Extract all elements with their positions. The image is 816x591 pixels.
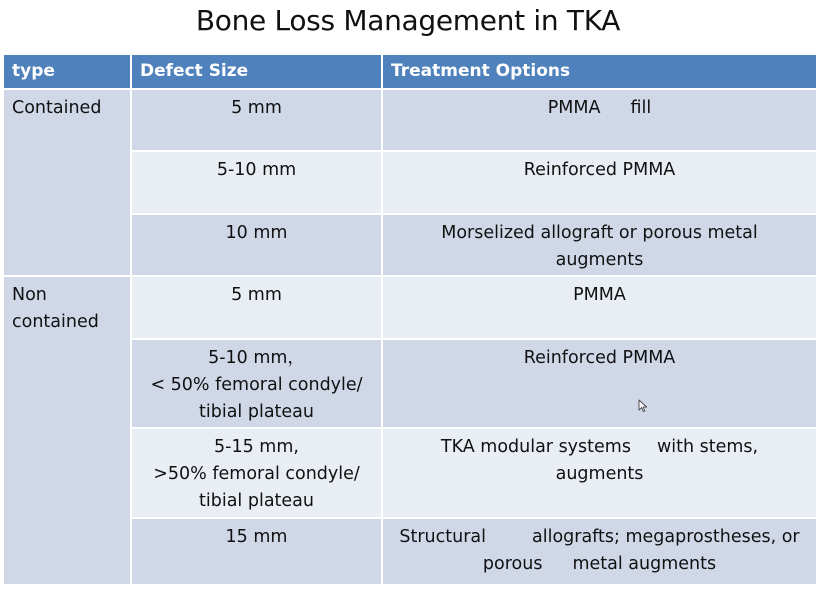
treatment-cell — [382, 518, 816, 584]
defect-size-text: < 50% femoral condyle/ — [150, 375, 363, 395]
defect-size-cell — [131, 339, 382, 428]
treatment-text: Reinforced PMMA — [523, 160, 676, 180]
treatment-text: Morselized allograft or porous metal — [441, 223, 758, 243]
treatment-line — [391, 95, 808, 122]
treatment-text: TKA modular systems — [440, 437, 631, 457]
defect-size-text: 5-15 mm, — [214, 437, 299, 457]
treatment-cell — [382, 214, 816, 276]
treatment-text: Reinforced PMMA — [523, 348, 676, 368]
defect-size-cell — [131, 89, 382, 151]
treatment-text: PMMA — [573, 285, 626, 305]
treatment-text: porous — [482, 554, 543, 574]
treatment-text: augments — [555, 250, 644, 270]
treatment-cell — [382, 428, 816, 518]
type-cell-contained — [4, 89, 131, 276]
defect-size-cell — [131, 214, 382, 276]
treatment-cell — [382, 151, 816, 214]
defect-size-text: 5-10 mm， — [208, 348, 305, 368]
treatment-text: with stems, — [656, 437, 759, 457]
treatment-text: PMMA — [547, 98, 601, 118]
defect-size-text: >50% femoral condyle/ — [153, 464, 360, 484]
treatment-line — [391, 434, 808, 461]
header-treatment-options: Treatment Options — [382, 55, 816, 89]
defect-size-cell — [131, 428, 382, 518]
defect-size-cell — [131, 151, 382, 214]
treatment-line — [391, 551, 808, 578]
table-row — [4, 89, 816, 151]
mouse-pointer-icon — [638, 399, 648, 413]
table-row — [4, 276, 816, 339]
defect-size-text: 5 mm — [231, 285, 282, 305]
type-label: contained — [12, 312, 99, 332]
defect-size-text: 15 mm — [225, 527, 288, 547]
defect-size-cell — [131, 276, 382, 339]
treatment-cell — [382, 276, 816, 339]
defect-size-cell — [131, 518, 382, 584]
type-label: Contained — [12, 98, 102, 118]
type-label: Non — [12, 285, 47, 305]
bone-loss-table — [4, 55, 816, 584]
treatment-text: Structural — [399, 527, 486, 547]
table-header-row — [4, 55, 816, 89]
defect-size-text: 5-10 mm — [216, 160, 297, 180]
treatment-text: allografts; megaprostheses, or — [532, 527, 800, 547]
slide-title: Bone Loss Management in TKA — [195, 4, 621, 37]
treatment-text: fill — [630, 98, 652, 118]
treatment-text: metal augments — [572, 554, 717, 574]
treatment-text: augments — [555, 464, 644, 484]
treatment-cell — [382, 339, 816, 428]
defect-size-text: tibial plateau — [199, 491, 314, 511]
treatment-cell — [382, 89, 816, 151]
header-type: type — [4, 55, 131, 89]
defect-size-text: 10 mm — [225, 223, 288, 243]
type-cell-non-contained — [4, 276, 131, 584]
defect-size-text: 5 mm — [231, 98, 282, 118]
header-defect-size: Defect Size — [131, 55, 382, 89]
treatment-line — [391, 524, 808, 551]
defect-size-text: tibial plateau — [199, 402, 314, 422]
